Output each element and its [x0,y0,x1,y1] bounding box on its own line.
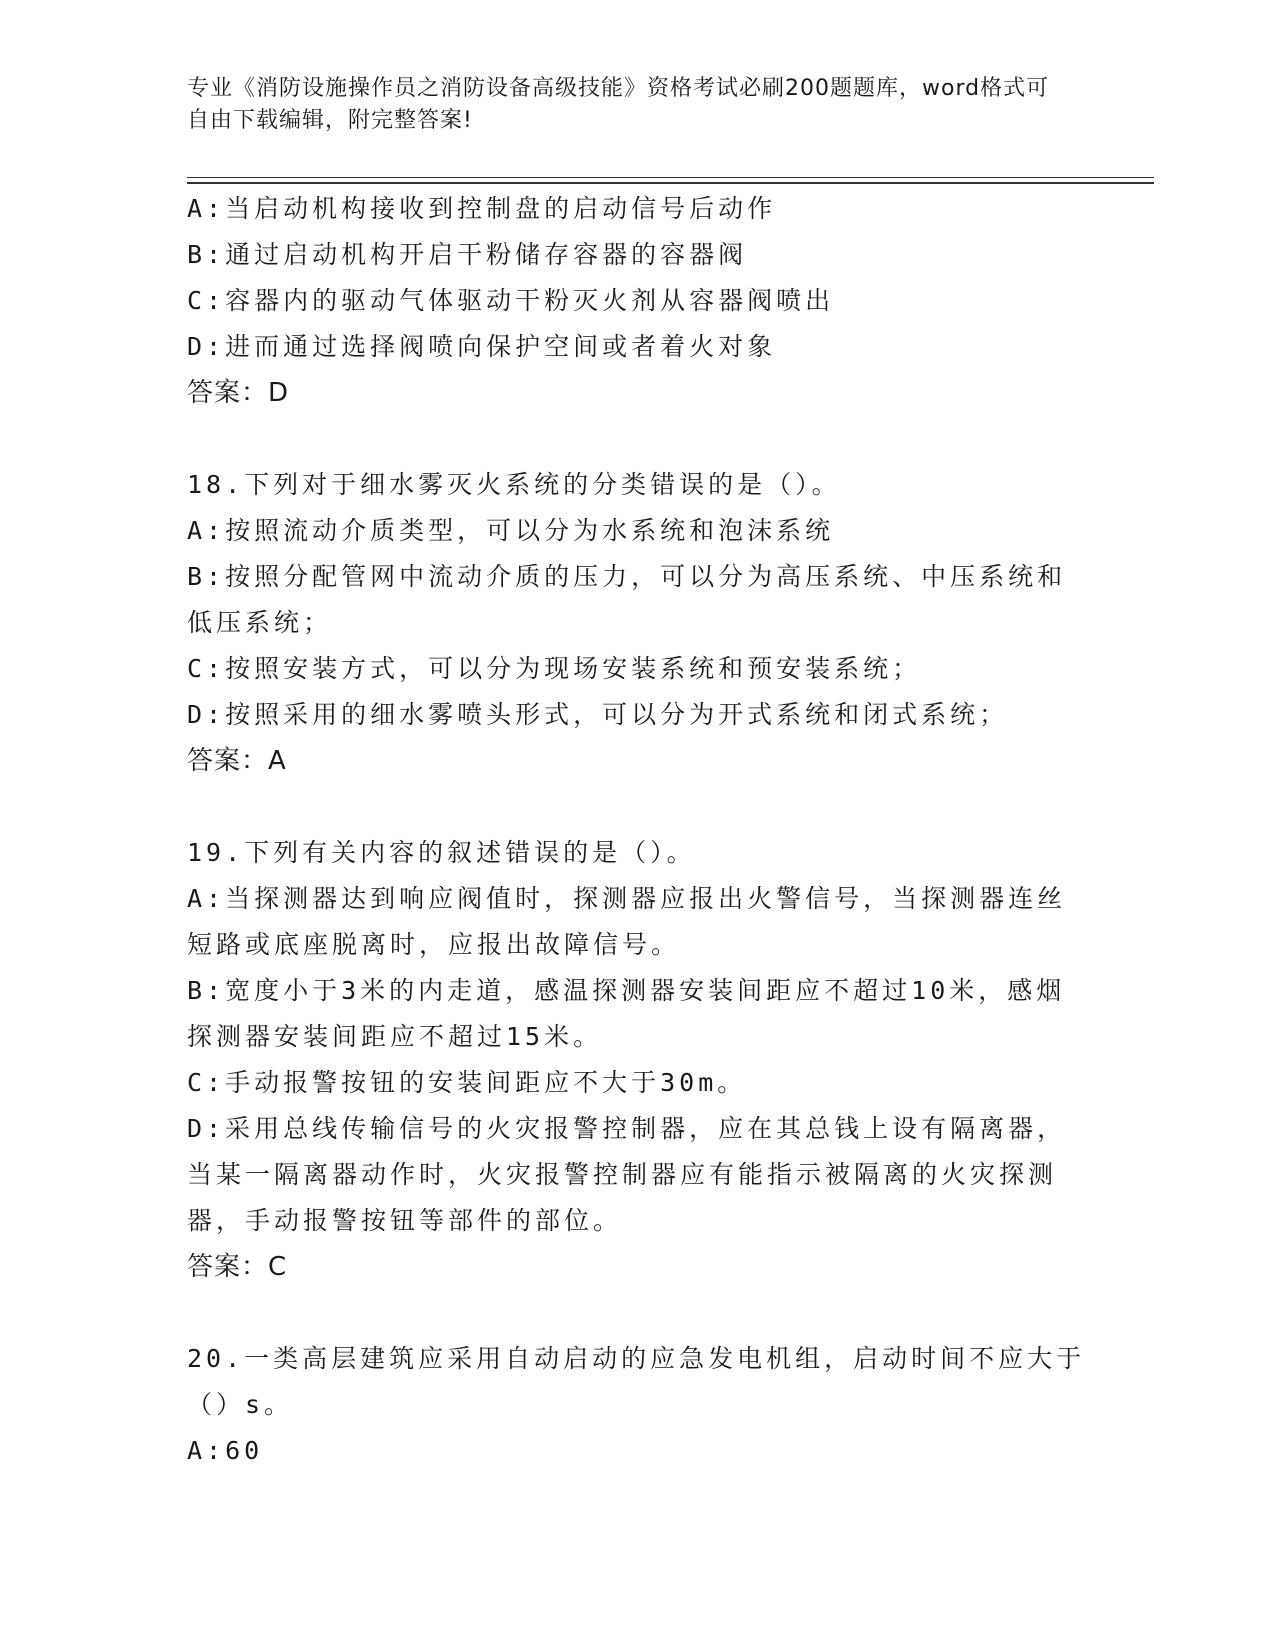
spacer [187,784,1087,830]
answer-line: 答案：C [187,1252,288,1282]
option-d: D:进而通过选择阀喷向保护空间或者着火对象 [187,332,777,361]
option-b: B:宽度小于3米的内走道，感温探测器安装间距应不超过10米，感烟探测器安装间距应不超过15米。 [187,976,1066,1051]
question-content [187,186,1087,1474]
option-a: A:按照流动介质类型，可以分为水系统和泡沫系统 [187,516,835,545]
option-b: B:通过启动机构开启干粉储存容器的容器阀 [187,240,748,269]
option-d: D:采用总线传输信号的火灾报警控制器，应在其总钱上设有隔离器，当某一隔离器动作时，火灾报警控制器应有能指示被隔离的火灾探测器，手动报警按钮等部件的部位。 [187,1114,1067,1235]
option-c: C:按照安装方式，可以分为现场安装系统和预安装系统； [187,654,922,683]
question-17 [187,186,1087,416]
question-text: 20.一类高层建筑应采用自动启动的应急发电机组，启动时间不应大于（）s。 [187,1344,1086,1419]
spacer [187,416,1087,462]
question-19 [187,830,1087,1290]
header-divider-thin [187,177,1154,178]
answer-line: 答案：A [187,746,287,776]
option-b: B:按照分配管网中流动介质的压力，可以分为高压系统、中压系统和低压系统； [187,562,1067,637]
header-divider-thick [187,182,1154,184]
question-text: 18.下列对于细水雾灭火系统的分类错误的是（）。 [187,470,841,499]
option-a: A:当探测器达到响应阀值时，探测器应报出火警信号，当探测器连丝短路或底座脱离时，应报出故障信号。 [187,884,1067,959]
document-header: 专业《消防设施操作员之消防设备高级技能》资格考试必刷200题题库，word格式可自由下载编辑，附完整答案! [187,76,1050,133]
option-a: A:60 [187,1436,264,1465]
question-18 [187,462,1087,784]
answer-line: 答案：D [187,378,290,408]
question-text: 19.下列有关内容的叙述错误的是（）。 [187,838,696,867]
spacer [187,1290,1087,1336]
option-d: D:按照采用的细水雾喷头形式，可以分为开式系统和闭式系统； [187,700,1009,729]
option-c: C:手动报警按钮的安装间距应不大于30m。 [187,1068,747,1097]
option-a: A:当启动机构接收到控制盘的启动信号后动作 [187,194,777,223]
question-20 [187,1336,1087,1474]
option-c: C:容器内的驱动气体驱动干粉灭火剂从容器阀喷出 [187,286,835,315]
